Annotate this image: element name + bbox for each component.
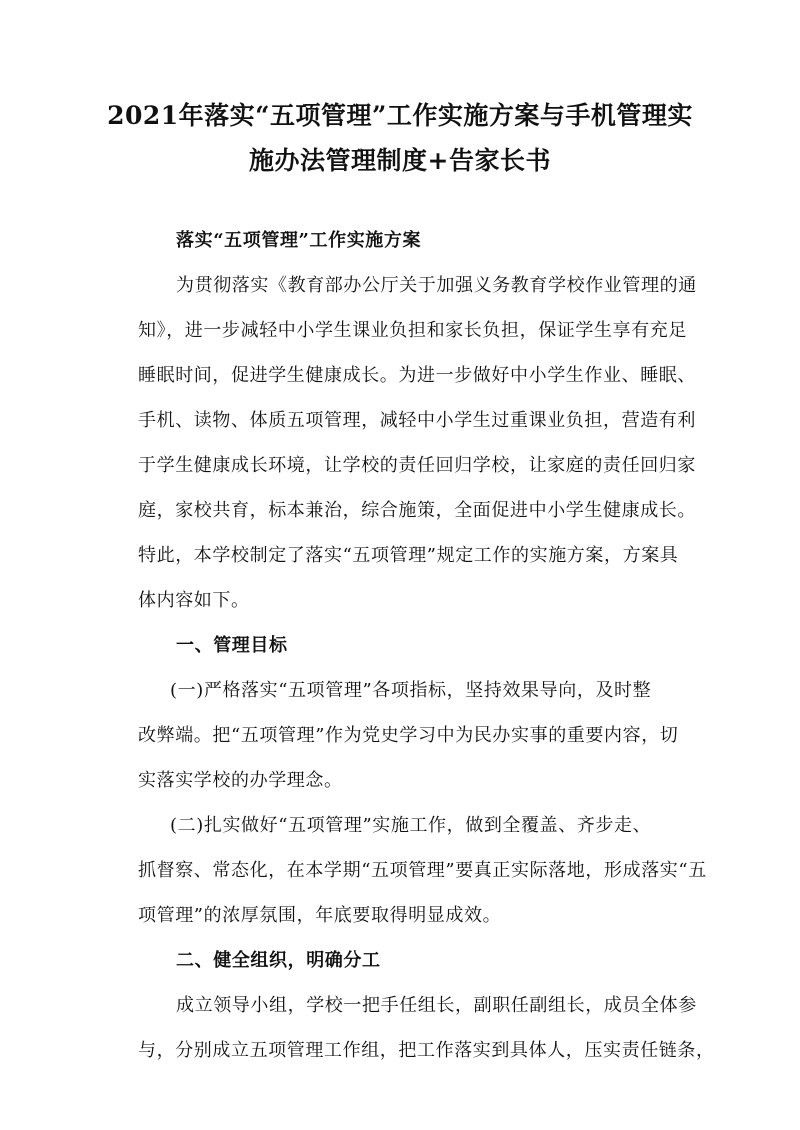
goal1-line: 改弊端。把“五项管理”作为党史学习中为民办实事的重要内容，切	[138, 725, 679, 746]
intro-line: 手机、读物、体质五项管理，减轻中小学生过重课业负担，营造有利	[138, 410, 696, 431]
document-title-line-2: 施办法管理制度+告家长书	[249, 146, 551, 175]
org-line: 与，分别成立五项管理工作组，把工作落实到具体人，压实责任链条，	[138, 1040, 715, 1061]
goal1-line: 实落实学校的办学理念。	[138, 770, 343, 791]
intro-line: 为贯彻落实《教育部办公厅关于加强义务教育学校作业管理的通	[176, 275, 697, 296]
heading-organization: 二、健全组织，明确分工	[176, 950, 381, 971]
goal1-line: (一)严格落实“五项管理”各项指标，坚持效果导向，及时整	[170, 680, 652, 701]
heading-management-goals: 一、管理目标	[176, 635, 288, 656]
goal2-line: (二)扎实做好“五项管理”实施工作，做到全覆盖、齐步走、	[170, 815, 652, 836]
org-line: 成立领导小组，学校一把手任组长，副职任副组长，成员全体参	[176, 995, 697, 1016]
intro-line: 于学生健康成长环境，让学校的责任回归学校，让家庭的责任回归家	[138, 455, 696, 476]
intro-line: 睡眠时间，促进学生健康成长。为进一步做好中小学生作业、睡眠、	[138, 365, 696, 386]
intro-line: 知》，进一步减轻中小学生课业负担和家长负担，保证学生享有充足	[138, 320, 687, 341]
intro-line: 体内容如下。	[138, 590, 250, 611]
goal2-line: 项管理”的浓厚氛围，年底要取得明显成效。	[138, 905, 502, 926]
intro-line: 特此，本学校制定了落实“五项管理”规定工作的实施方案，方案具	[138, 545, 679, 566]
intro-line: 庭，家校共育，标本兼治，综合施策，全面促进中小学生健康成长。	[138, 500, 696, 521]
section-heading: 落实“五项管理”工作实施方案	[176, 230, 422, 251]
document-title-line-1: 2021年落实“五项管理”工作实施方案与手机管理实	[107, 101, 693, 130]
goal2-line: 抓督察、常态化，在本学期“五项管理”要真正实际落地，形成落实“五	[138, 860, 707, 881]
